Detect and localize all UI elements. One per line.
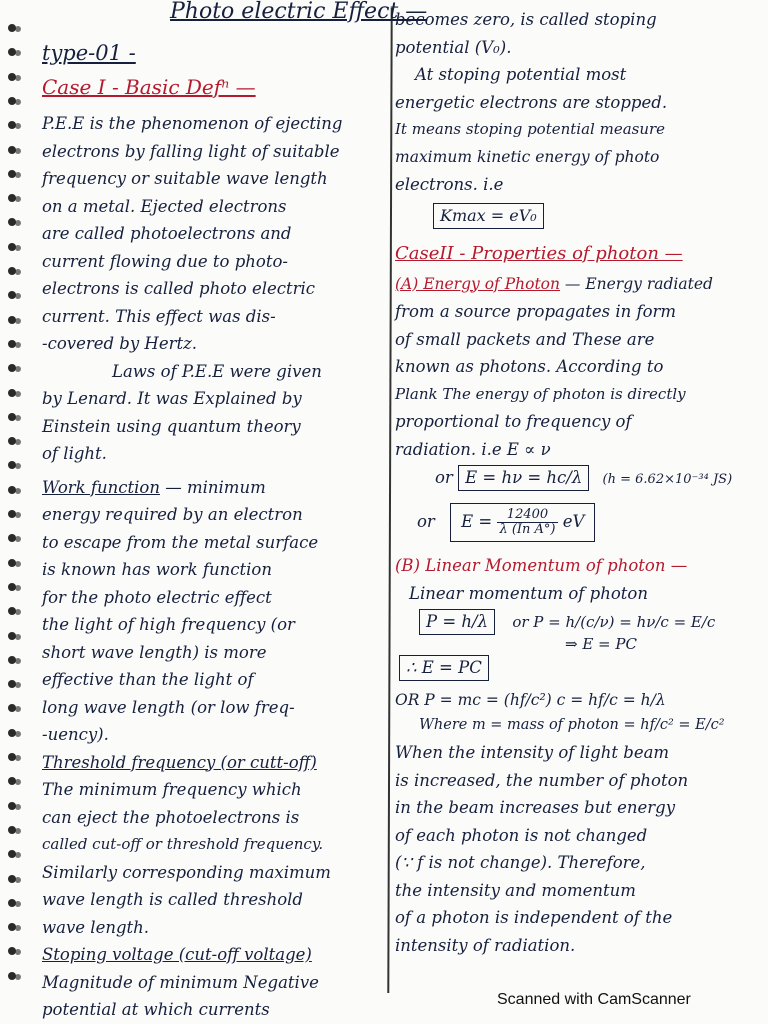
text-line: effective than the light of — [42, 670, 254, 689]
text-line: from a source propagates in form — [395, 302, 677, 321]
text-line: Similarly corresponding maximum — [42, 862, 331, 882]
stopping-term: Stoping voltage (cut-off voltage) — [42, 945, 312, 964]
text-line: in the beam increases but energy — [395, 798, 676, 817]
eq-numerator: 12400 — [497, 508, 557, 523]
binding-hole — [8, 291, 16, 299]
energy-term: (A) Energy of Photon — [395, 274, 560, 293]
text-line: potential (V₀). — [395, 37, 512, 57]
work-function-term: Work function — [42, 477, 160, 497]
binding-hole — [8, 340, 16, 348]
text-line: frequency or suitable wave length — [42, 169, 328, 188]
text-line: intensity of radiation. — [395, 935, 576, 955]
text-line: the intensity and momentum — [395, 880, 636, 900]
energy-ev-equation — [450, 503, 595, 542]
binding-hole — [8, 218, 16, 226]
where-relation: Where m = mass of photon = hf/c² = E/c² — [419, 717, 725, 733]
text-line: wave length is called threshold — [42, 890, 303, 909]
binding-hole — [8, 48, 16, 56]
text-line: is known has work function — [42, 560, 272, 579]
text-line: Magnitude of minimum Negative — [42, 972, 319, 992]
or-label: or — [417, 512, 435, 531]
text-line: are called photoelectrons and — [42, 224, 292, 243]
implies-line: ⇒ E = PC — [565, 635, 637, 653]
text-line: of each photon is not changed — [395, 825, 648, 845]
text-line: current flowing due to photo- — [42, 251, 288, 271]
text-line: Laws of P.E.E were given — [112, 361, 322, 381]
binding-hole — [8, 194, 16, 202]
binding-hole — [8, 413, 16, 421]
page-title: Photo electric Effect — — [170, 0, 428, 24]
binding-hole — [8, 753, 16, 761]
momentum-relations: or P = h/(c/ν) = hν/c = E/c — [512, 613, 716, 631]
binding-hole — [8, 461, 16, 469]
binding-hole — [8, 923, 16, 931]
binding-hole — [8, 656, 16, 664]
binding-hole — [8, 243, 16, 251]
binding-hole — [8, 777, 16, 785]
intensity-section — [395, 739, 765, 959]
binding-hole — [8, 607, 16, 615]
text-line: on a metal. Ejected electrons — [42, 196, 287, 216]
text-line: to escape from the metal surface — [42, 532, 319, 552]
text-line: -uency). — [42, 725, 109, 744]
text-line: energetic electrons are stopped. — [395, 92, 668, 112]
binding-hole — [8, 850, 16, 858]
binding-hole — [8, 97, 16, 105]
binding-hole — [8, 632, 16, 640]
binding-hole — [8, 875, 16, 883]
text-line: called cut-off or threshold frequency. — [42, 835, 324, 853]
binding-hole — [8, 680, 16, 688]
case2-heading: CaseII - Properties of photon — — [395, 242, 683, 264]
text-line: for the photo electric effect — [42, 587, 272, 607]
text-line: short wave length) is more — [42, 642, 267, 662]
text-line: wave length. — [42, 917, 150, 937]
binding-hole — [8, 947, 16, 955]
text-line: electrons. i.e — [395, 175, 504, 194]
stopping-continued — [395, 6, 765, 199]
text-line: potential at which currents — [42, 1000, 270, 1019]
energy-section — [395, 271, 765, 464]
column-divider — [387, 8, 392, 993]
binding-hole — [8, 437, 16, 445]
text-line: the light of high frequency (or — [42, 615, 295, 634]
momentum-subheading: Linear momentum of photon — [409, 583, 648, 603]
binding-hole — [8, 802, 16, 810]
scanner-watermark: Scanned with CamScanner — [497, 991, 691, 1008]
eq-denominator: λ (In A°) — [499, 522, 556, 537]
binding-hole — [8, 583, 16, 591]
binding-holes — [0, 20, 30, 1000]
energy-equation: E = hν = hc/λ — [458, 465, 589, 491]
binding-hole — [8, 73, 16, 81]
text-line: of a photon is independent of the — [395, 908, 673, 927]
stopping-section — [42, 941, 387, 1024]
case1-heading: Case I - Basic Defⁿ — — [42, 75, 256, 99]
text-line: (∵ f is not change). Therefore, — [395, 853, 646, 872]
epc-box: ∴ E = PC — [399, 655, 489, 681]
momentum-box: P = h/λ — [419, 609, 495, 635]
text-line: can eject the photoelectrons is — [42, 807, 300, 827]
text-line: When the intensity of light beam — [395, 743, 670, 762]
text-line: is increased, the number of photon — [395, 770, 689, 790]
binding-hole — [8, 534, 16, 542]
binding-hole — [8, 899, 16, 907]
binding-hole — [8, 316, 16, 324]
planck-constant: (h = 6.62×10⁻³⁴ JS) — [602, 472, 733, 487]
binding-hole — [8, 486, 16, 494]
eq-fraction — [497, 508, 557, 537]
threshold-term: Threshold frequency (or cutt-off) — [42, 752, 317, 772]
work-function-section — [42, 474, 387, 749]
binding-hole — [8, 121, 16, 129]
text-line: of light. — [42, 444, 107, 463]
left-column — [42, 36, 387, 1024]
text-line: by Lenard. It was Explained by — [42, 389, 302, 408]
text-line: becomes zero, is called stoping — [395, 10, 657, 29]
text-line: Einstein using quantum theory — [42, 416, 301, 436]
text-line: proportional to frequency of — [395, 412, 632, 431]
text-line: known as photons. According to — [395, 357, 664, 376]
binding-hole — [8, 267, 16, 275]
text-line: — minimum — [159, 477, 266, 497]
binding-hole — [8, 704, 16, 712]
text-line: Plank The energy of photon is directly — [395, 384, 686, 403]
text-line: P.E.E is the phenomenon of ejecting — [42, 114, 343, 133]
para2 — [42, 358, 387, 468]
threshold-section — [42, 749, 387, 942]
text-line: It means stoping potential measure — [395, 120, 666, 138]
kmax-equation: Kmax = eV₀ — [433, 203, 544, 229]
para1 — [42, 110, 387, 358]
text-line: -covered by Hertz. — [42, 334, 198, 353]
binding-hole — [8, 729, 16, 737]
text-line: maximum kinetic energy of photo — [395, 147, 660, 166]
binding-hole — [8, 389, 16, 397]
text-line: energy required by an electron — [42, 505, 303, 524]
type-heading: type-01 - — [42, 41, 136, 65]
text-line: of small packets and These are — [395, 329, 655, 349]
text-line: The minimum frequency which — [42, 780, 302, 799]
text-line: current. This effect was dis- — [42, 306, 276, 326]
mass-relation: OR P = mc = (hf/c²) c = hf/c = h/λ — [395, 691, 666, 709]
right-column — [395, 6, 765, 959]
binding-hole — [8, 146, 16, 154]
binding-hole — [8, 170, 16, 178]
binding-hole — [8, 24, 16, 32]
momentum-heading: (B) Linear Momentum of photon — — [395, 556, 688, 575]
text-line: electrons by falling light of suitable — [42, 141, 340, 161]
eq-lhs: E = — [461, 512, 498, 531]
binding-hole — [8, 510, 16, 518]
binding-hole — [8, 364, 16, 372]
text-line: — Energy radiated — [559, 274, 713, 293]
binding-hole — [8, 826, 16, 834]
text-line: At stoping potential most — [415, 65, 627, 84]
text-line: electrons is called photo electric — [42, 279, 316, 298]
binding-hole — [8, 559, 16, 567]
binding-hole — [8, 972, 16, 980]
text-line: long wave length (or low freq- — [42, 697, 295, 717]
eq-unit: eV — [562, 512, 585, 531]
or-label: or — [435, 468, 453, 487]
text-line: radiation. i.e E ∝ ν — [395, 439, 551, 459]
